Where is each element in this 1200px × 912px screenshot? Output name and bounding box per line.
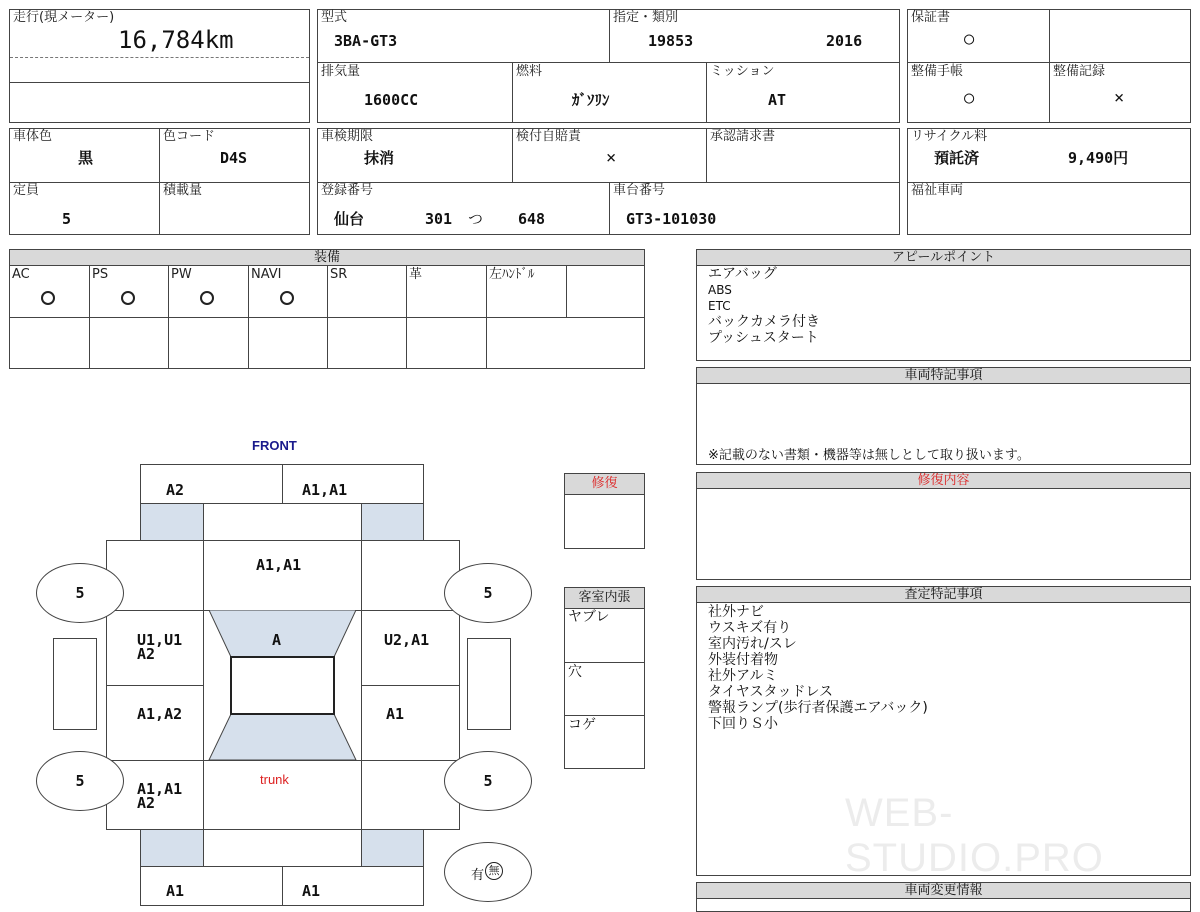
displacement-label: 排気量 [321,64,361,79]
mileage-dash [10,57,309,58]
equipment-title: 装備 [10,250,644,266]
registration-class: 301 [425,210,453,228]
front-right-damage: A1,A1 [302,481,348,499]
inspection-label: 車検期限 [321,129,374,144]
appeal-line: ABS [708,283,732,297]
equip-leather-label: 革 [409,267,423,282]
assessment-title: 査定特記事項 [697,587,1190,603]
front-door-right-damage: U2,A1 [384,631,430,649]
assessment-line: ウスキズ有り [708,620,792,636]
rear-door-left-damage: A1,A2 [137,705,183,723]
fender-rr [361,829,424,867]
equip-ps-circle-icon [121,291,135,305]
fuel-divider [512,62,513,122]
front-door-left-damage-2: A2 [137,645,156,663]
insurance-label: 検付自賠責 [516,129,582,144]
interior-divider [565,715,644,716]
transmission-label: ミッション [710,64,775,79]
change-info-title: 車両変更情報 [697,883,1190,899]
assessment-line: 下回りＳ小 [708,716,778,732]
transmission-divider [706,62,707,122]
equip-ps-label: PS [92,267,109,282]
front-bumper-divider [282,464,283,504]
equip-col-divider [406,266,407,368]
assessment-line: 外装付着物 [708,652,778,668]
body-color-label: 車体色 [13,129,53,144]
appeal-panel [696,249,1191,361]
capacity-label: 定員 [13,183,40,198]
recycle-block [907,128,1191,235]
designation-number: 19853 [648,32,694,50]
roof-damage: A [272,631,282,649]
rear-bumper-left-damage: A1 [166,882,185,900]
assessment-line: 社外アルミ [708,668,778,684]
rear-quarter-left-damage-2: A2 [137,794,156,812]
equip-col-divider [248,266,249,368]
repair-box-title: 修復 [565,474,644,495]
body-color-value: 黒 [78,149,94,167]
warranty-divider [1049,10,1050,122]
equip-ac-label: AC [12,267,30,282]
equip-navi-label: NAVI [251,267,282,282]
assessment-line: 社外ナビ [708,604,764,620]
appeal-line: ETC [708,299,731,313]
equip-pw-label: PW [171,267,192,282]
fender-rl [140,829,204,867]
watermark: WEB-STUDIO.PRO [845,791,1104,880]
designation-label: 指定・類別 [613,10,679,25]
interior-title: 客室内張 [565,588,644,609]
maint-book-label: 整備手帳 [911,64,964,79]
equip-pw-circle-icon [200,291,214,305]
warranty-label: 保証書 [911,10,951,25]
interior-item: 穴 [568,664,582,680]
front-left-damage: A2 [166,481,185,499]
spare-tire-oval [444,842,532,902]
color-code-label: 色コード [163,129,216,144]
approval-label: 承認請求書 [710,129,776,144]
special-panel [696,367,1191,465]
model-block [317,9,900,123]
appeal-line: エアバッグ [708,266,777,282]
insurance-value: × [606,148,617,168]
warranty-block [907,9,1191,123]
maint-book-value: ○ [964,88,975,108]
fuel-label: 燃料 [516,64,543,79]
equip-sr-label: SR [330,267,348,282]
model-row-divider [318,62,899,63]
repair-detail-panel [696,472,1191,580]
equip-col-divider [486,266,487,368]
maint-record-label: 整備記録 [1053,64,1106,79]
mileage-value: 16,784km [118,26,234,54]
chassis-label: 車台番号 [613,183,666,198]
maint-record-value: × [1114,88,1125,108]
appeal-line: プッシュスタート [708,330,819,346]
welfare-label: 福祉車両 [911,183,964,198]
recycle-amount: 9,490円 [1068,149,1129,167]
interior-box [564,587,645,769]
appeal-line: バックカメラ付き [708,314,820,330]
color-block [9,128,310,235]
spare-no-label: 無 [485,862,503,880]
model-label: 型式 [321,10,348,25]
registration-city: 仙台 [334,210,365,228]
fender-fl [140,503,204,541]
color-row-divider [10,182,309,183]
interior-item: ヤブレ [568,609,610,625]
equip-col-divider [168,266,169,368]
rear-door-right-damage: A1 [386,705,405,723]
registration-number: 648 [518,210,546,228]
tire-front-right: 5 [444,563,532,623]
transmission-value: AT [768,91,787,109]
special-title: 車両特記事項 [697,368,1190,384]
inspection-block [317,128,900,235]
equip-col-divider [327,266,328,368]
chassis-divider [609,182,610,234]
warranty-row-divider [908,62,1190,63]
fender-fr [361,503,424,541]
rear-quarter-left-damage-1: A1,A1 [137,780,183,798]
tire-rear-left: 5 [36,751,124,811]
recycle-status: 預託済 [934,149,980,167]
equip-col-divider [89,266,90,368]
interior-divider [565,662,644,663]
repair-box [564,473,645,549]
mirror-right [467,638,511,730]
interior-item: コゲ [568,717,596,733]
registration-label: 登録番号 [321,183,374,198]
rear-bumper-divider [282,866,283,906]
registration-kana: つ [468,210,484,228]
displacement-value: 1600CC [364,91,419,109]
front-label: FRONT [252,438,297,453]
mirror-left [53,638,97,730]
fuel-value: ｶﾞｿﾘﾝ [572,91,610,109]
repair-detail-title: 修復内容 [697,473,1190,489]
equip-lhd-label: 左ﾊﾝﾄﾞﾙ [489,267,535,282]
chassis-value: GT3-101030 [626,210,717,228]
body-row-2r [361,685,460,686]
model-divider [609,10,610,62]
equip-navi-circle-icon [280,291,294,305]
assessment-line: タイヤスタッドレス [708,684,834,700]
body-row-3 [106,760,460,761]
insurance-divider [512,129,513,182]
tire-front-left: 5 [36,563,124,623]
tire-rear-right: 5 [444,751,532,811]
front-door-left-damage-1: U1,U1 [137,631,183,649]
rear-bumper-right-damage: A1 [302,882,321,900]
assessment-line: 室内汚れ/スレ [708,636,797,652]
equip-col-divider [566,266,567,318]
model-value: 3BA-GT3 [334,32,398,50]
designation-year: 2016 [826,32,863,50]
spare-yes-label: 有 [471,868,485,883]
assessment-panel [696,586,1191,880]
recycle-label: リサイクル料 [911,129,988,144]
approval-divider [706,129,707,182]
body-row-2 [106,685,204,686]
color-code-value: D4S [220,149,248,167]
mileage-divider [10,82,309,83]
special-note: ※記載のない書類・機器等は無しとして取り扱います。 [708,448,1030,463]
hood-damage: A1,A1 [256,556,302,574]
appeal-title: アピールポイント [697,250,1190,266]
load-label: 積載量 [163,183,203,198]
capacity-value: 5 [62,210,72,228]
warranty-value: ○ [964,29,975,49]
inspection-value: 抹消 [364,149,395,167]
equipment-table [9,249,645,369]
front-gap [203,503,362,541]
cabin-glass [203,610,362,760]
trunk-label: trunk [260,772,289,787]
mileage-label: 走行(現メーター) [13,10,115,25]
assessment-line: 警報ランプ(歩行者保護エアバック) [708,700,928,716]
change-info-panel [696,882,1191,912]
mileage-cell [9,9,310,123]
equip-ac-circle-icon [41,291,55,305]
rear-gap [203,829,362,867]
